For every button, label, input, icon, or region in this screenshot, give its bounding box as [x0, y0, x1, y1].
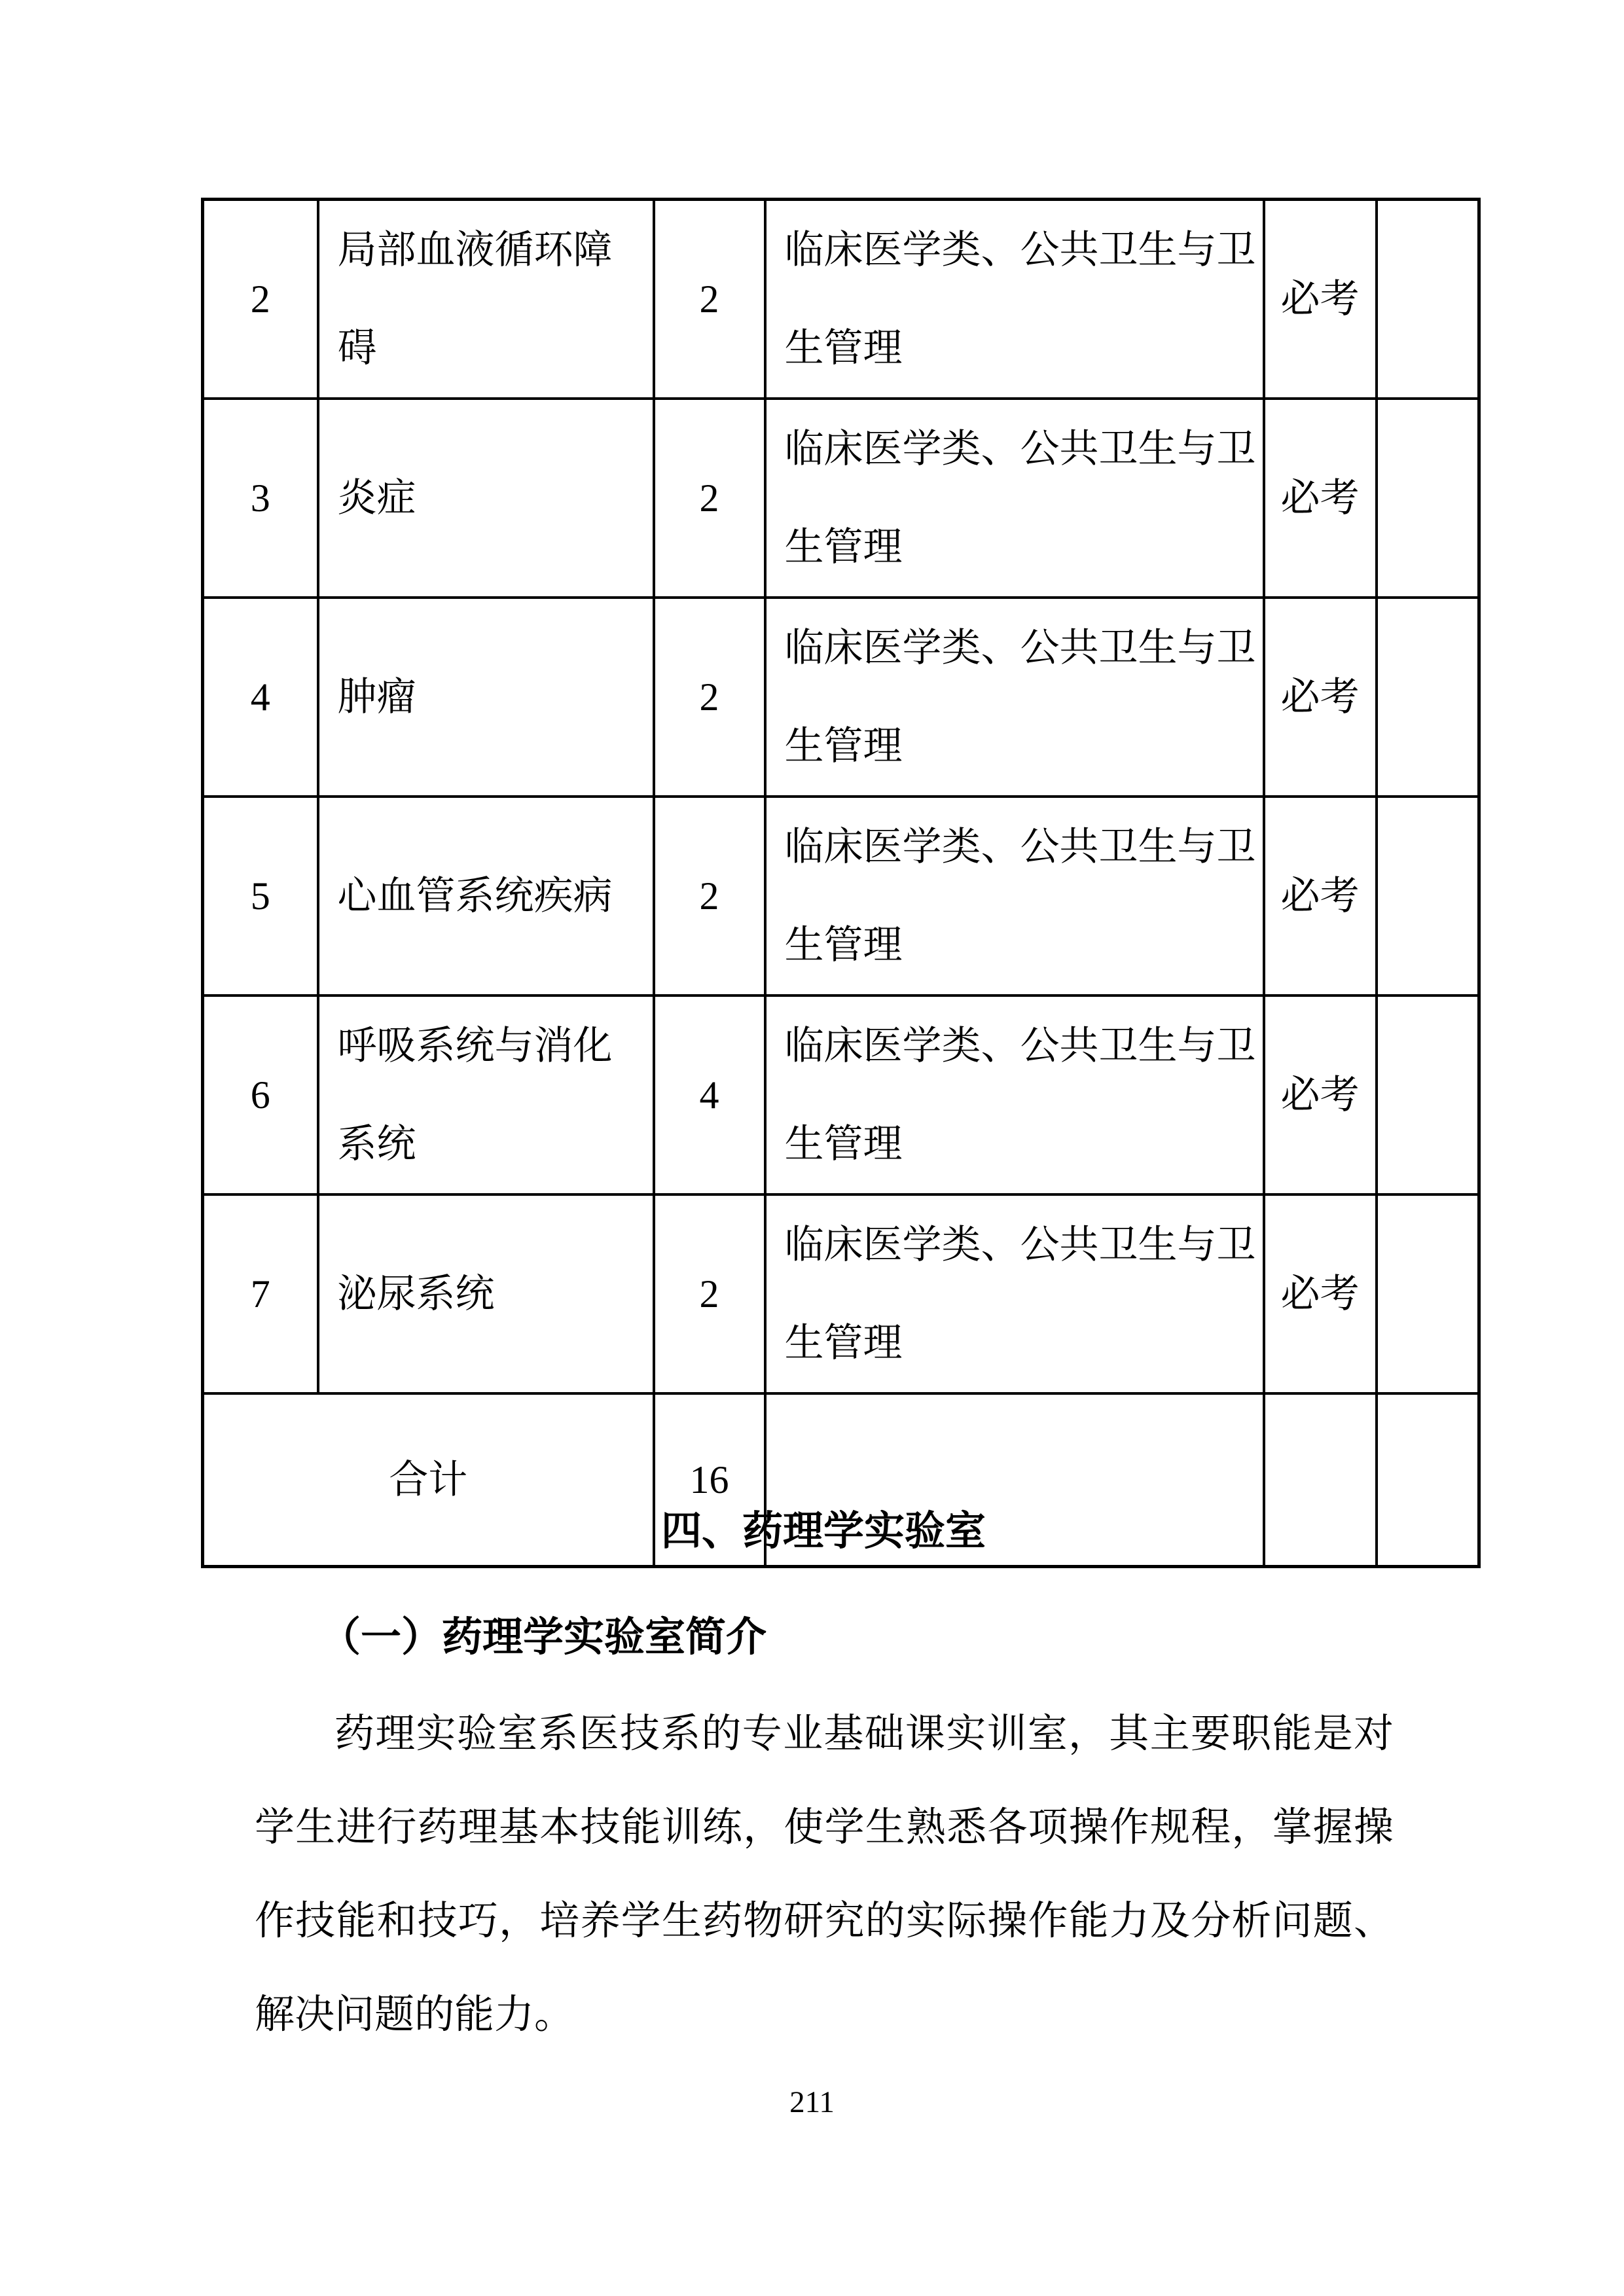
page-number: 211: [789, 2085, 835, 2119]
table-row: [203, 200, 1479, 399]
hours-cell: 2: [654, 598, 765, 797]
experiment-name-cell: 炎症: [318, 399, 654, 598]
row-number-cell: 7: [203, 1194, 318, 1393]
total-label-cell: 合计: [203, 1393, 654, 1566]
exam-requirement-cell: 必考: [1264, 399, 1377, 598]
experiment-name-cell: 泌尿系统: [318, 1194, 654, 1393]
row-number-cell: 4: [203, 598, 318, 797]
row-number-cell: 5: [203, 797, 318, 996]
hours-cell: 2: [654, 200, 765, 399]
hours-cell: 2: [654, 797, 765, 996]
applicable-majors-cell: 临床医学类、公共卫生与卫生管理: [765, 598, 1264, 797]
experiment-name-cell: 肿瘤: [318, 598, 654, 797]
applicable-majors-cell: 临床医学类、公共卫生与卫生管理: [765, 200, 1264, 399]
exam-requirement-cell: 必考: [1264, 797, 1377, 996]
exam-requirement-cell: 必考: [1264, 1194, 1377, 1393]
exam-requirement-cell: 必考: [1264, 996, 1377, 1194]
note-cell: [1377, 797, 1479, 996]
note-cell: [1377, 200, 1479, 399]
note-cell: [1377, 598, 1479, 797]
section-subheading: （一）药理学实验室简介: [320, 1615, 767, 1660]
experiment-name-cell: 局部血液循环障碍: [318, 200, 654, 399]
hours-cell: 4: [654, 996, 765, 1194]
applicable-majors-cell: 临床医学类、公共卫生与卫生管理: [765, 996, 1264, 1194]
note-cell: [1377, 1194, 1479, 1393]
note-cell: [1377, 399, 1479, 598]
section-heading: 四、药理学实验室: [660, 1509, 986, 1554]
note-cell: [1377, 996, 1479, 1194]
hours-cell: 2: [654, 1194, 765, 1393]
table-row: [203, 1194, 1479, 1393]
exam-requirement-cell: 必考: [1264, 598, 1377, 797]
exam-requirement-cell: 必考: [1264, 200, 1377, 399]
experiment-name-cell: 呼吸系统与消化系统: [318, 996, 654, 1194]
applicable-majors-cell: 临床医学类、公共卫生与卫生管理: [765, 399, 1264, 598]
row-number-cell: 6: [203, 996, 318, 1194]
experiment-schedule-table: [201, 198, 1481, 1568]
experiment-name-cell: 心血管系统疾病: [318, 797, 654, 996]
applicable-majors-cell: 临床医学类、公共卫生与卫生管理: [765, 1194, 1264, 1393]
row-number-cell: 3: [203, 399, 318, 598]
row-number-cell: 2: [203, 200, 318, 399]
table-row: [203, 399, 1479, 598]
hours-cell: 2: [654, 399, 765, 598]
table-row: [203, 996, 1479, 1194]
applicable-majors-cell: 临床医学类、公共卫生与卫生管理: [765, 797, 1264, 996]
table-row: [203, 598, 1479, 797]
table-row: [203, 797, 1479, 996]
intro-paragraph: 药理实验室系医技系的专业基础课实训室，其主要职能是对学生进行药理基本技能训练，使学生熟悉各项操作规程，掌握操作技能和技巧，培养学生药物研究的实际操作能力及分析问题、解决问题的能力。: [255, 1712, 1394, 2037]
total-hours-cell: 16: [654, 1393, 765, 1566]
